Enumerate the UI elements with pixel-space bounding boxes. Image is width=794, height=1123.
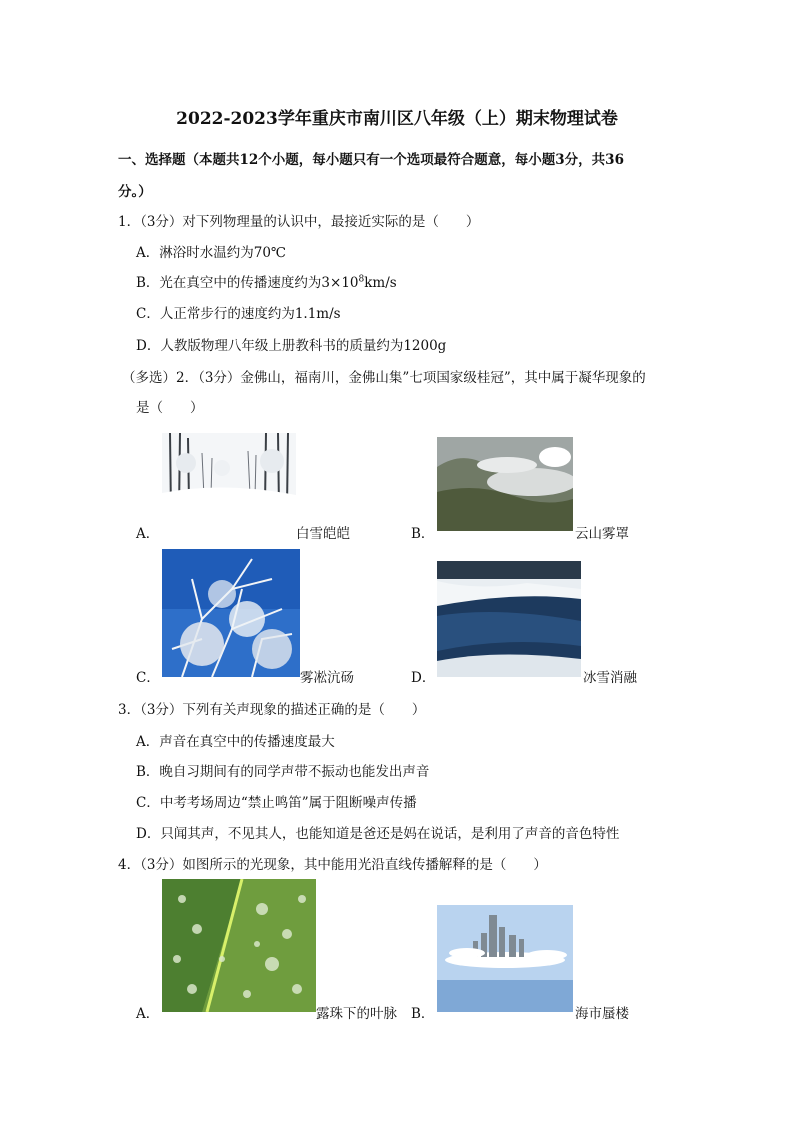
question-1-option-b: [136, 271, 397, 291]
rime-frost-image: [162, 549, 300, 677]
question-3-option-d: D．只闻其声，不见其人，也能知道是爸还是妈在说话，是利用了声音的音色特性: [136, 826, 620, 842]
section-heading-line1: 一、选择题（本题共12个小题，每小题只有一个选项最符合题意，每小题3分，共36: [118, 152, 624, 168]
q2-option-d-letter: D．: [411, 670, 436, 686]
question-1-option-a: A．淋浴时水温约为70℃: [136, 245, 287, 261]
option-b-text: B．光在真空中的传播速度约为3×10: [136, 275, 359, 291]
cloud-mountain-image: [437, 437, 573, 531]
question-2-stem-line2: 是（ ）: [136, 400, 204, 416]
q2-option-b-letter: B．: [411, 526, 435, 542]
question-3-option-c: C．中考考场周边“禁止鸣笛”属于阻断噪声传播: [136, 795, 417, 811]
section-heading-line2: 分。）: [118, 184, 152, 200]
question-4-stem: 4．（3分）如图所示的光现象，其中能用光沿直线传播解释的是（ ）: [118, 857, 547, 873]
question-1-option-d: D．人教版物理八年级上册教科书的质量约为1200g: [136, 338, 447, 354]
q4-option-b-caption: 海市蜃楼: [575, 1006, 629, 1022]
question-1-stem: 1．（3分）对下列物理量的认识中，最接近实际的是（ ）: [118, 214, 480, 230]
question-2-stem-line1: （多选）2．（3分）金佛山，福南川，金佛山集”七项国家级桂冠”，其中属于凝华现象的: [122, 370, 646, 386]
q4-option-a-caption: 露珠下的叶脉: [316, 1006, 397, 1022]
q2-option-a-letter: A．: [136, 526, 160, 542]
q2-option-a-caption: 白雪皑皑: [296, 526, 350, 542]
option-b-unit: km/s: [364, 275, 397, 291]
q4-option-a-letter: A．: [136, 1006, 160, 1022]
melting-ice-image: [437, 561, 581, 677]
q2-option-c-caption: 雾凇沆砀: [300, 670, 354, 686]
option-b-exponent: 8: [358, 274, 365, 285]
q4-option-b-letter: B．: [411, 1006, 435, 1022]
question-3-option-a: A．声音在真空中的传播速度最大: [136, 734, 335, 750]
q2-option-b-caption: 云山雾罩: [575, 526, 629, 542]
dew-leaf-image: [162, 879, 316, 1012]
question-3-stem: 3．（3分）下列有关声现象的描述正确的是（ ）: [118, 702, 426, 718]
q2-option-d-caption: 冰雪消融: [583, 670, 637, 686]
mirage-image: [437, 905, 573, 1012]
snow-forest-image: [162, 433, 296, 519]
question-1-option-c: C．人正常步行的速度约为1.1m/s: [136, 306, 341, 322]
page-title: 2022-2023学年重庆市南川区八年级（上）期末物理试卷: [176, 109, 618, 129]
question-3-option-b: B．晚自习期间有的同学声带不振动也能发出声音: [136, 764, 430, 780]
q2-option-c-letter: C．: [136, 670, 160, 686]
